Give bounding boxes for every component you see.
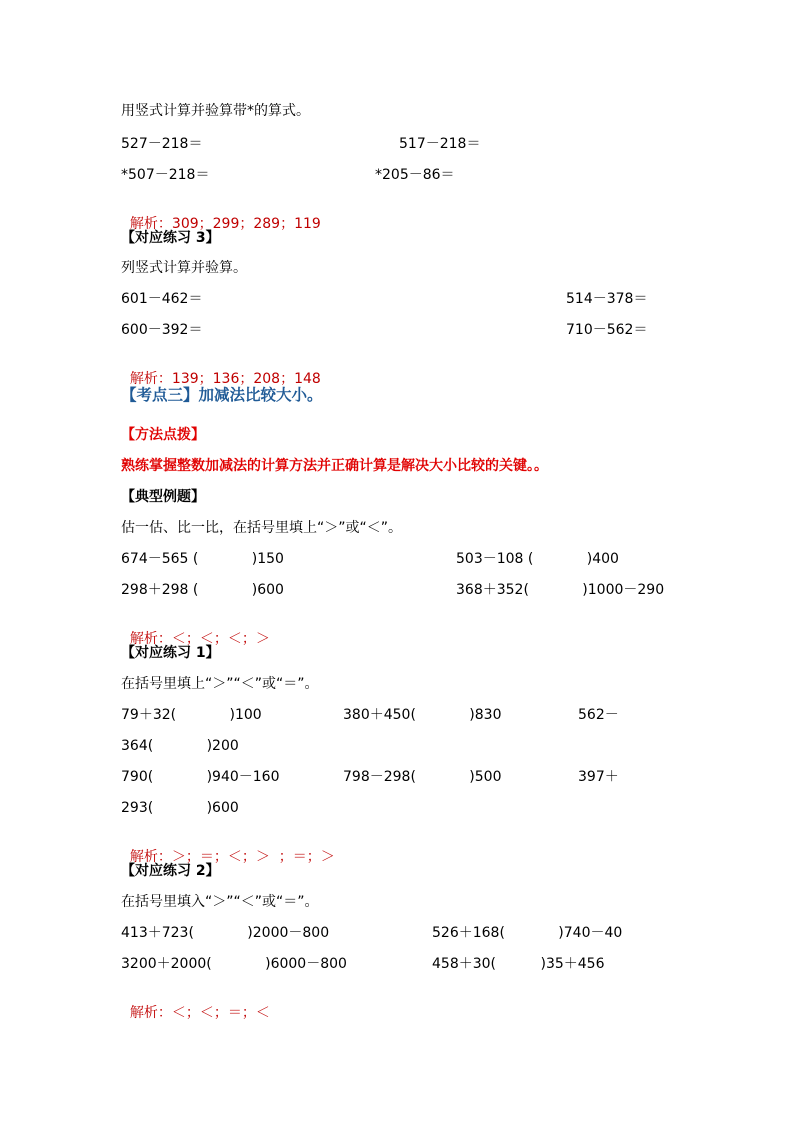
answer-label: 解析： [129, 371, 172, 387]
problem-text: 517－218＝ [399, 136, 481, 152]
answer-line [121, 986, 270, 1022]
problem-text: 527－218＝ [121, 136, 203, 152]
section-heading: 【对应练习 1】 [121, 645, 220, 661]
section-heading: 【典型例题】 [121, 489, 205, 505]
problem-text: 674－565 ( )150 [121, 551, 284, 567]
problem-text: 364( )200 [121, 738, 239, 754]
answer-value: ＞；＝；＜；＞ ；＝；＞ [171, 849, 335, 865]
problem-text: *205－86＝ [375, 167, 455, 183]
answer-value: 139；136；208；148 [171, 371, 321, 387]
answer-label: 解析： [129, 1005, 172, 1021]
topic-title: 【考点三】加减法比较大小。 [121, 386, 323, 404]
answer-value: ＜；＜；＜；＞ [171, 631, 270, 647]
problem-text: *507－218＝ [121, 167, 210, 183]
answer-line [121, 197, 321, 233]
answer-line [121, 612, 270, 648]
answer-line [121, 830, 335, 866]
problem-text: 458＋30( )35＋456 [432, 956, 605, 972]
problem-text: 413＋723( )2000－800 [121, 925, 330, 941]
instruction-text: 在括号里填上“＞”“＜”或“＝”。 [121, 676, 319, 692]
instruction-text: 在括号里填入“＞”“＜”或“＝”。 [121, 894, 319, 910]
problem-text: 798－298( )500 [343, 769, 502, 785]
problem-text: 3200＋2000( )6000－800 [121, 956, 347, 972]
method-heading: 【方法点拨】 [121, 427, 205, 443]
instruction-text: 估一估、比一比，在括号里填上“＞”或“＜”。 [121, 520, 403, 536]
problem-text: 710－562＝ [566, 322, 648, 338]
instruction-text: 用竖式计算并验算带*的算式。 [121, 103, 310, 119]
problem-text: 79＋32( )100 [121, 707, 262, 723]
section-heading: 【对应练习 2】 [121, 863, 220, 879]
problem-text: 368＋352( )1000－290 [456, 582, 665, 598]
answer-line [121, 352, 321, 388]
problem-text: 526＋168( )740－40 [432, 925, 623, 941]
problem-text: 601－462＝ [121, 291, 203, 307]
instruction-text: 列竖式计算并验算。 [121, 260, 247, 276]
problem-text: 298＋298 ( )600 [121, 582, 284, 598]
method-text: 熟练掌握整数加减法的计算方法并正确计算是解决大小比较的关键。。 [121, 458, 548, 474]
answer-label: 解析： [129, 849, 172, 865]
problem-text: 293( )600 [121, 800, 239, 816]
problem-text: 600－392＝ [121, 322, 203, 338]
problem-text: 380＋450( )830 [343, 707, 502, 723]
problem-text: 790( )940－160 [121, 769, 280, 785]
answer-value: 309；299；289；119 [171, 216, 321, 232]
answer-label: 解析： [129, 631, 172, 647]
section-heading: 【对应练习 3】 [121, 230, 220, 246]
problem-text: 397＋ [578, 769, 619, 785]
problem-text: 503－108 ( )400 [456, 551, 619, 567]
problem-text: 514－378＝ [566, 291, 648, 307]
answer-label: 解析： [129, 216, 172, 232]
problem-text: 562－ [578, 707, 619, 723]
answer-value: ＜；＜；＝；＜ [171, 1005, 270, 1021]
